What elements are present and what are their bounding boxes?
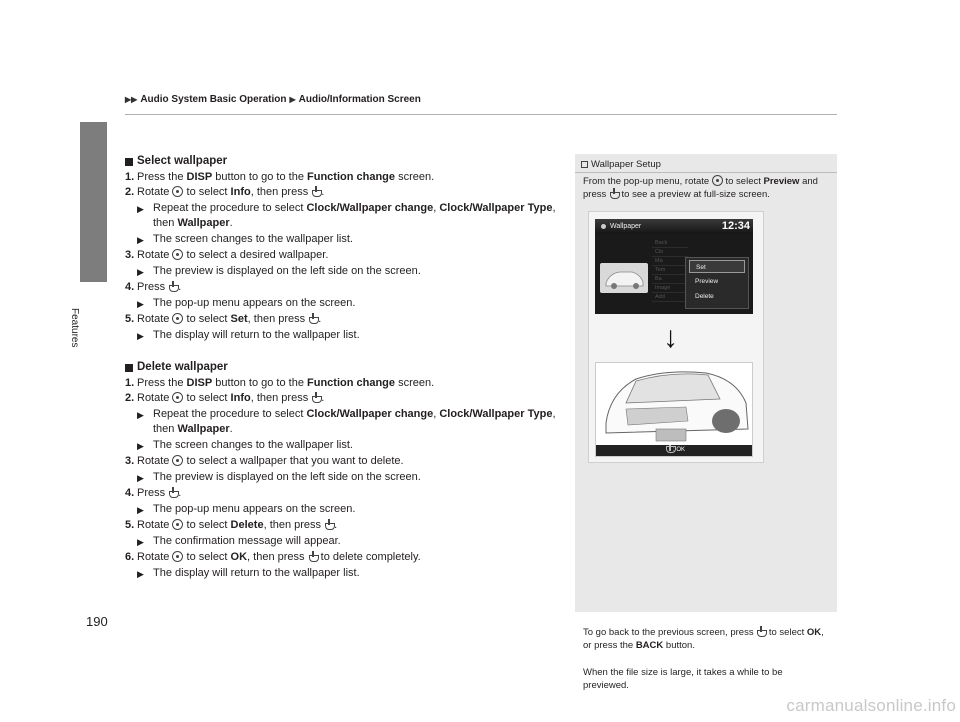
sidebar-paragraph: When the file size is large, it takes a while to be previewed. [583, 667, 783, 691]
sub-step: ▶ The preview is displayed on the left side on the screen. [125, 470, 565, 487]
step: 4. Press . [125, 281, 182, 293]
press-knob-icon [311, 186, 321, 197]
popup-item-preview[interactable]: Preview [695, 278, 719, 285]
step: 5. Rotate to select Delete, then press . [125, 519, 338, 531]
screen-dot-icon [601, 224, 606, 229]
press-knob-icon [311, 392, 321, 403]
step: 2. Rotate to select Info, then press . [125, 392, 325, 404]
breadcrumb-arrow-icon: ▶▶ [125, 95, 138, 104]
sub-step: ▶ The pop-up menu appears on the screen. [125, 296, 565, 313]
square-bullet-icon [125, 158, 133, 166]
press-knob-icon [609, 188, 619, 199]
menu-item[interactable]: Clo [652, 248, 688, 257]
result-arrow-icon: ▶ [137, 472, 144, 483]
step: 1. Press the DISP button to go to the Function change screen. [125, 170, 435, 183]
sub-step: ▶ The confirmation message will appear. [125, 534, 565, 551]
result-arrow-icon: ▶ [137, 234, 144, 245]
press-knob-icon [168, 281, 178, 292]
menu-item[interactable]: Tem [652, 266, 688, 275]
result-arrow-icon: ▶ [137, 440, 144, 451]
section-title: Delete wallpaper [125, 360, 565, 376]
down-arrow-icon: ↓ [663, 321, 678, 354]
wallpaper-thumbnail [600, 263, 648, 293]
selector-knob-icon [172, 551, 183, 562]
section-title: Select wallpaper [125, 154, 565, 170]
preview-screen [595, 362, 753, 457]
sidebar-paragraph: To go back to the previous screen, press to select OK, or press the BACK button. [583, 627, 824, 651]
result-arrow-icon: ▶ [137, 266, 144, 277]
main-content [125, 154, 565, 582]
result-arrow-icon: ▶ [137, 203, 144, 214]
sub-step: ▶ The display will return to the wallpaper list. [125, 328, 565, 345]
menu-item[interactable]: Ma [652, 257, 688, 266]
step: 2. Rotate to select Info, then press . [125, 186, 325, 198]
selector-knob-icon [172, 455, 183, 466]
popup-menu [685, 257, 749, 309]
result-arrow-icon: ▶ [137, 536, 144, 547]
breadcrumb-item: Audio System Basic Operation [140, 94, 287, 105]
sidebar-title: Wallpaper Setup [581, 158, 661, 171]
step: 1. Press the DISP button to go to the Function change screen. [125, 376, 435, 389]
menu-item[interactable]: Add [652, 293, 688, 302]
note-box-icon [581, 161, 588, 168]
press-knob-icon [308, 313, 318, 324]
sub-step: ▶ Repeat the procedure to select Clock/Wallpaper change, Clock/Wallpaper Type, then Wallpaper. [125, 201, 565, 232]
sub-step: ▶ The screen changes to the wallpaper list. [125, 438, 565, 455]
step: 5. Rotate to select Set, then press . [125, 313, 322, 325]
sub-step: ▶ The preview is displayed on the left side on the screen. [125, 264, 565, 281]
watermark: carmanualsonline.info [786, 696, 956, 715]
selector-knob-icon [712, 175, 723, 186]
result-arrow-icon: ▶ [137, 504, 144, 515]
sidebar-divider [575, 172, 837, 173]
step: 6. Rotate to select OK, then press to delete completely. [125, 551, 421, 563]
popup-item-set[interactable]: Set [689, 260, 745, 273]
menu-item[interactable]: Ba [652, 275, 688, 284]
press-knob-icon [308, 551, 318, 562]
preview-bottom-bar: : OK [596, 445, 753, 456]
result-arrow-icon: ▶ [137, 409, 144, 420]
menu-item[interactable]: Back [652, 239, 688, 248]
breadcrumb [125, 94, 421, 105]
section-tab [80, 122, 107, 282]
press-knob-icon [168, 487, 178, 498]
step: 3. Rotate to select a wallpaper that you want to delete. [125, 455, 404, 467]
breadcrumb-item: Audio/Information Screen [298, 94, 421, 105]
wallpaper-menu [652, 239, 688, 309]
screen-clock: 12:34 [721, 220, 750, 232]
selector-knob-icon [172, 186, 183, 197]
sub-step: ▶ Repeat the procedure to select Clock/Wallpaper change, Clock/Wallpaper Type, then Wallpaper. [125, 407, 565, 438]
step: 4. Press . [125, 487, 182, 499]
car-thumbnail-icon [600, 263, 648, 293]
selector-knob-icon [172, 313, 183, 324]
side-label: Features [69, 308, 80, 348]
result-arrow-icon: ▶ [137, 330, 144, 341]
screen-title-bar: Wallpaper [595, 219, 753, 234]
press-knob-icon [756, 626, 766, 637]
menu-item[interactable]: Image [652, 284, 688, 293]
wallpaper-figure [588, 211, 764, 463]
sub-step: ▶ The display will return to the wallpaper list. [125, 566, 565, 583]
press-knob-icon [665, 445, 673, 453]
result-arrow-icon: ▶ [137, 298, 144, 309]
page-number: 190 [86, 614, 108, 629]
wallpaper-list-screen [595, 219, 753, 314]
press-knob-icon [324, 519, 334, 530]
sub-step: ▶ The pop-up menu appears on the screen. [125, 502, 565, 519]
sidebar-paragraph: From the pop-up menu, rotate to select Preview and press to see a preview at full-size screen. [583, 176, 818, 200]
selector-knob-icon [172, 519, 183, 530]
car-preview-image [596, 363, 753, 447]
square-bullet-icon [125, 364, 133, 372]
selector-knob-icon [172, 392, 183, 403]
selector-knob-icon [172, 249, 183, 260]
popup-item-delete[interactable]: Delete [695, 293, 714, 300]
sub-step: ▶ The screen changes to the wallpaper list. [125, 232, 565, 249]
header-rule [125, 114, 837, 115]
result-arrow-icon: ▶ [137, 568, 144, 579]
step: 3. Rotate to select a desired wallpaper. [125, 249, 329, 261]
breadcrumb-arrow-icon: ▶ [289, 95, 296, 104]
